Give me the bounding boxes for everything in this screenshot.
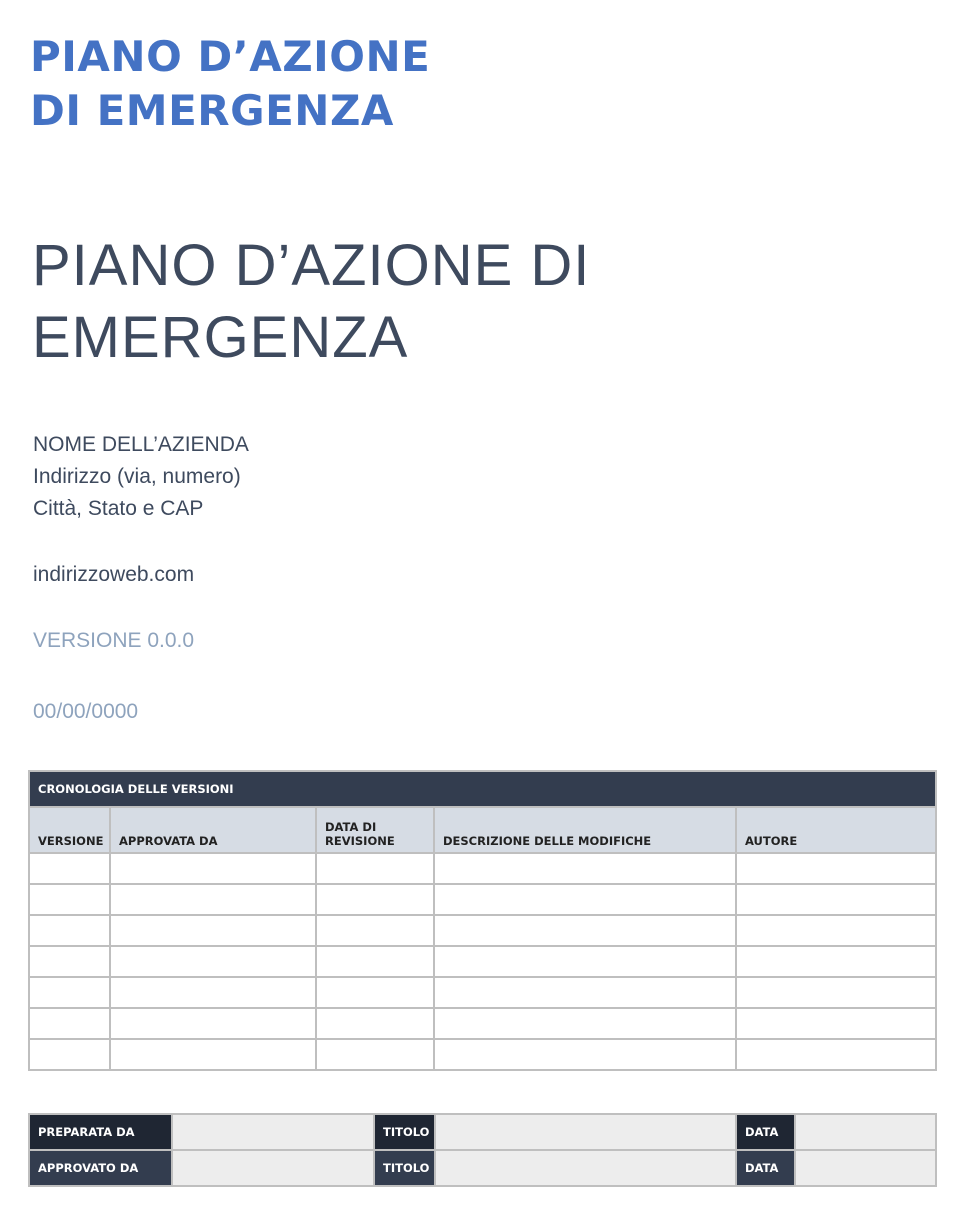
header-title-line1: PIANO D’AZIONE [30,32,431,81]
signoff-table [28,1113,937,1187]
table-cell[interactable] [736,884,936,915]
table-cell[interactable] [434,1008,736,1039]
table-row [29,1008,936,1039]
approved-title-label: TITOLO [374,1150,435,1186]
cover-title-line2: EMERGENZA [32,305,409,370]
table-cell[interactable] [29,977,110,1008]
table-cell[interactable] [316,1008,434,1039]
cover-title-line1: PIANO D’AZIONE DI [32,233,591,298]
table-cell[interactable] [434,884,736,915]
table-cell[interactable] [434,853,736,884]
table-cell[interactable] [316,915,434,946]
table-cell[interactable] [316,977,434,1008]
prepared-title-label: TITOLO [374,1114,435,1150]
table-cell[interactable] [110,977,316,1008]
prepared-by-field[interactable] [172,1114,374,1150]
table-cell[interactable] [29,853,110,884]
col-version: VERSIONE [29,807,110,853]
approved-by-field[interactable] [172,1150,374,1186]
table-cell[interactable] [29,884,110,915]
cover-title [32,230,590,374]
table-cell[interactable] [110,1008,316,1039]
table-cell[interactable] [736,946,936,977]
prepared-title-field[interactable] [435,1114,736,1150]
table-cell[interactable] [736,853,936,884]
col-revision-date: DATA DI REVISIONE [316,807,434,853]
date: 00/00/0000 [33,700,139,723]
table-cell[interactable] [316,946,434,977]
approved-date-field[interactable] [795,1150,936,1186]
approved-date-label: DATA [736,1150,795,1186]
header-title [30,30,430,138]
table-row [29,1039,936,1070]
version-history-table [28,770,937,1071]
website[interactable]: indirizzoweb.com [33,563,195,586]
col-author: AUTORE [736,807,936,853]
table-cell[interactable] [736,977,936,1008]
prepared-by-label: PREPARATA DA [29,1114,172,1150]
table-row [29,884,936,915]
table-cell[interactable] [29,946,110,977]
table-cell[interactable] [736,1008,936,1039]
company-city: Città, Stato e CAP [33,497,204,520]
table-cell[interactable] [434,1039,736,1070]
table-cell[interactable] [110,853,316,884]
company-address: Indirizzo (via, numero) [33,465,241,488]
table-cell[interactable] [316,853,434,884]
prepared-date-label: DATA [736,1114,795,1150]
table-cell[interactable] [736,1039,936,1070]
approved-title-field[interactable] [435,1150,736,1186]
table-cell[interactable] [110,884,316,915]
company-name: NOME DELL’AZIENDA [33,433,249,456]
table-cell[interactable] [110,946,316,977]
table-cell[interactable] [29,915,110,946]
prepared-date-field[interactable] [795,1114,936,1150]
table-cell[interactable] [29,1039,110,1070]
table-cell[interactable] [316,1039,434,1070]
col-approved-by: APPROVATA DA [110,807,316,853]
table-cell[interactable] [434,946,736,977]
table-cell[interactable] [316,884,434,915]
table-cell[interactable] [110,915,316,946]
version: VERSIONE 0.0.0 [33,629,195,652]
col-description: DESCRIZIONE DELLE MODIFICHE [434,807,736,853]
table-row [29,977,936,1008]
table-cell[interactable] [110,1039,316,1070]
table-row [29,853,936,884]
table-row [29,915,936,946]
approved-by-label: APPROVATO DA [29,1150,172,1186]
table-cell[interactable] [736,915,936,946]
header-title-line2: DI EMERGENZA [30,86,394,135]
table-cell[interactable] [434,915,736,946]
history-caption: CRONOLOGIA DELLE VERSIONI [29,771,936,807]
table-cell[interactable] [29,1008,110,1039]
table-cell[interactable] [434,977,736,1008]
table-row [29,946,936,977]
